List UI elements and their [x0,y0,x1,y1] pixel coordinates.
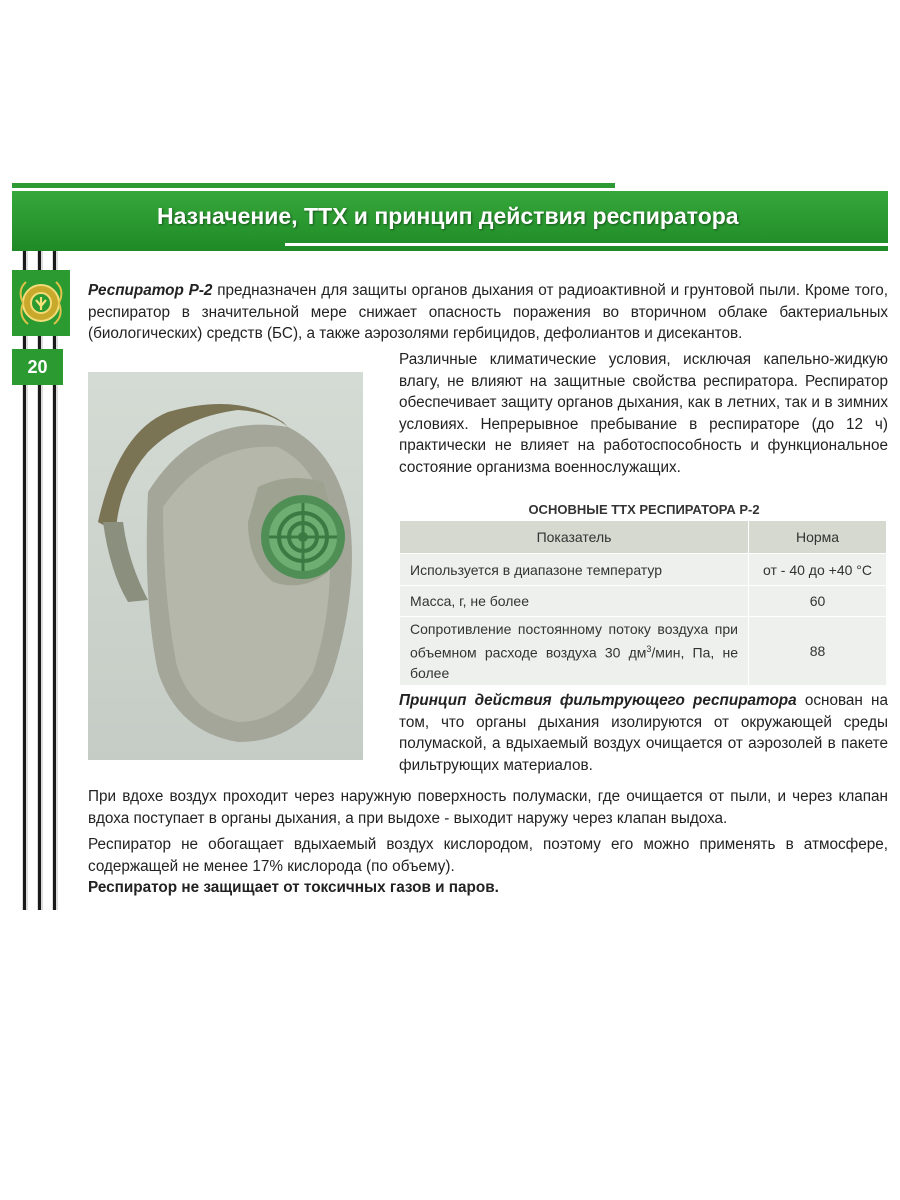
page-title: Назначение, ТТХ и принцип действия респиратора [157,203,739,229]
table-cell-param [400,617,749,686]
green-gold-emblem-icon [12,270,70,336]
intro-text: предназначен для защиты органов дыхания от радиоактивной и грунтовой пыли. Кроме того, респиратор в значительной мере снижает опасность поражения во вторичном облаке бактериальных (биологических) средств (БС), а также аэрозолями гербицидов, дефолиантов и дисекантов. [88,282,888,342]
title-band [12,191,888,251]
climate-paragraph: Различные климатические условия, исключая капельно-жидкую влагу, не влияют на защитные свойства респиратора. Респиратор обеспечивает защиту органов дыхания, как в летних, так и в зимних условиях. Непрерывное пребывание в респираторе (до 12 ч) практически не влияет на работоспособность и функциональное состояние организма военнослужащих. [399,351,888,476]
emblem-box [12,270,70,336]
table-row [400,617,887,686]
page-number: 20 [12,349,63,385]
header-top-line [12,183,615,188]
table-row [400,554,887,586]
table-cell-value: 60 [749,586,887,617]
title-underline [285,243,888,246]
ttx-table [399,520,887,686]
table-cell-value: 88 [749,617,887,686]
respirator-r2-photo [88,372,363,760]
table-title: ОСНОВНЫЕ ТТХ РЕСПИРАТОРА Р-2 [528,502,760,517]
warning-text: Респиратор не защищает от токсичных газов и паров. [88,879,499,896]
oxygen-paragraph: Респиратор не обогащает вдыхаемый воздух кислородом, поэтому его можно применять в атмосфере, содержащей не менее 17% кислорода (по объему). [88,836,888,875]
principle-text: основан на том, что органы дыхания изолируются от окружающей среды полумаской, а вдыхаемый воздух очищается от аэрозолей в пакете фильтрующих материалов. [399,692,889,774]
table-cell-param: Используется в диапазоне температур [400,554,749,586]
table-row [400,586,887,617]
table-header-value: Норма [749,521,887,554]
intro-paragraph [88,280,888,345]
table-header-row [400,521,887,554]
respirator-illustration [88,372,363,760]
table-cell-value: от - 40 до +40 °С [749,554,887,586]
table-cell-param: Масса, г, не более [400,586,749,617]
intro-lead: Респиратор Р-2 [88,282,213,299]
table-cell-param-b: /мин, Па, не более [410,644,738,681]
table-cell-param-a: Сопротивление постоянному потоку воздуха при объемном расходе воздуха 30 дм [410,621,738,661]
table-header-param: Показатель [400,521,749,554]
principle-paragraph [399,690,888,776]
principle-lead: Принцип действия фильтрующего респиратора [399,692,797,709]
inhale-paragraph: При вдохе воздух проходит через наружную поверхность полумаски, где очищается от пыли, и через клапан вдоха поступает в органы дыхания, а при выдохе - выходит наружу через клапан выдоха. [88,788,888,827]
table-cell-param-sup: 3 [646,644,652,655]
